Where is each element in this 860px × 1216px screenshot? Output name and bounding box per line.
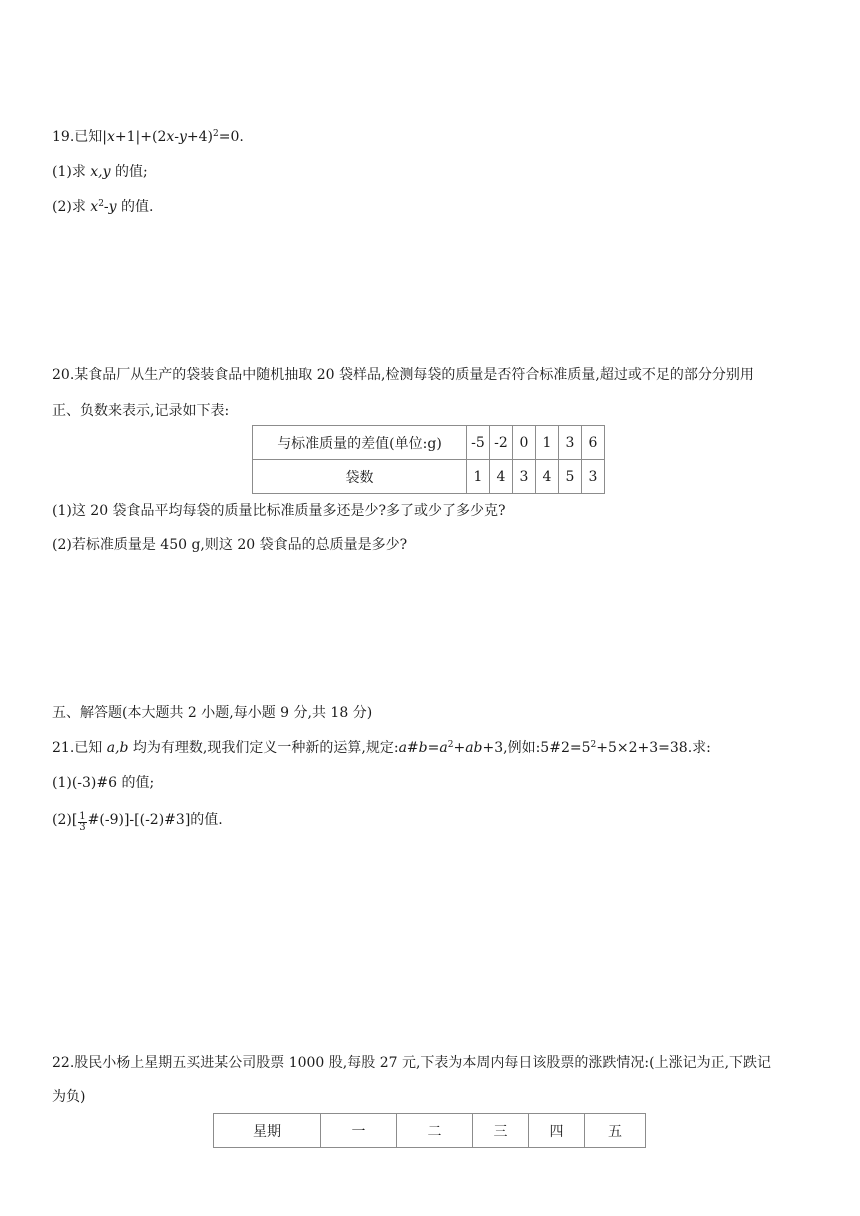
q19-stem: 19.已知$|x+1|+(2x-y+4)^2=0$. [52,129,244,145]
table-cell: 0 [513,426,536,460]
q22-stem-line1: 22.股民小杨上星期五买进某公司股票 1000 股,每股 27 元,下表为本周内每日该股票的涨跌情况:(上涨记为正,下跌记 [52,1055,772,1071]
table-cell: 四 [529,1114,585,1148]
table-cell: 二 [397,1114,473,1148]
q20-table [252,425,605,494]
q20-part2: (2)若标准质量是 450 g,则这 20 袋食品的总质量是多少? [52,537,408,553]
table-cell: 6 [582,426,605,460]
q22-table [213,1113,646,1148]
table-header-cell: 袋数 [253,460,467,494]
table-cell: 1 [536,426,559,460]
table-cell: 4 [490,460,513,494]
q19-part2: (2)求 $x^2-y$ 的值. [52,199,154,215]
section-heading: 五、解答题(本大题共 2 小题,每小题 9 分,共 18 分) [52,705,373,721]
table-row [253,460,605,494]
q21-part2: (2)[ $\frac{1}{3}$ #(-9)]-[(-2)#3]的值. [52,811,223,833]
table-cell: 三 [473,1114,529,1148]
q22-stem-line2: 为负) [52,1089,86,1105]
table-cell: 3 [559,426,582,460]
table-cell: 一 [321,1114,397,1148]
table-cell: 五 [585,1114,646,1148]
q20-part1: (1)这 20 袋食品平均每袋的质量比标准质量多还是少?多了或少了多少克? [52,503,506,519]
table-cell: 5 [559,460,582,494]
table-row [214,1114,646,1148]
q19-part1: (1)求 x,y 的值; [52,164,148,180]
q21-part1: (1)(-3)#6 的值; [52,775,155,791]
table-row [253,426,605,460]
table-header-cell: 星期 [214,1114,321,1148]
table-header-cell: 与标准质量的差值(单位:g) [253,426,467,460]
q20-stem-line1: 20.某食品厂从生产的袋装食品中随机抽取 20 袋样品,检测每袋的质量是否符合标准质量,超过或不足的部分分别用 [52,367,754,383]
table-cell: -2 [490,426,513,460]
table-cell: 3 [513,460,536,494]
table-cell: -5 [467,426,490,460]
table-cell: 4 [536,460,559,494]
table-cell: 3 [582,460,605,494]
q20-stem-line2: 正、负数来表示,记录如下表: [52,403,230,419]
table-cell: 1 [467,460,490,494]
fraction: $\frac{1}{3}$ [79,811,86,833]
q21-stem: 21.已知 a,b 均为有理数,现我们定义一种新的运算,规定$:a\#b=a^2+ab+3$,例如$:5\#2=5^2+5\times 2+3=38$.求: [52,740,711,756]
